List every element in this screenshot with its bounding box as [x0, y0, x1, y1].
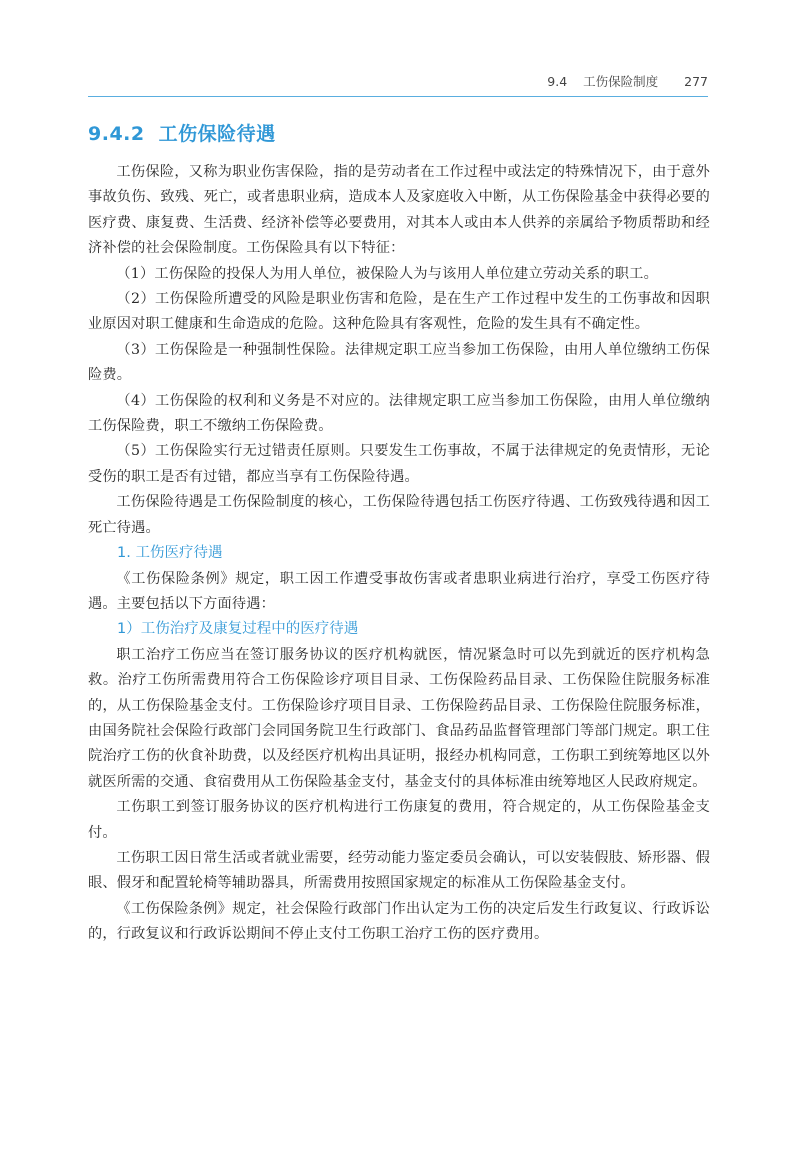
feature-2: （2）工伤保险所遭受的风险是职业伤害和危险，是在生产工作过程中发生的工伤事故和因职业原因对职工健康和生命造成的危险。这种危险具有客观性，危险的发生具有不确定性。 [88, 291, 710, 333]
section-title [88, 118, 710, 150]
running-header [88, 72, 708, 92]
body-paragraph-4: 《工伤保险条例》规定，社会保险行政部门作出认定为工伤的决定后发生行政复议、行政诉讼的，行政复议和行政诉讼期间不停止支付工伤职工治疗工伤的医疗费用。 [88, 900, 710, 943]
feature-3: （3）工伤保险是一种强制性保险。法律规定职工应当参加工伤保险，由用人单位缴纳工伤保险费。 [88, 341, 710, 384]
page-number: 277 [684, 74, 708, 89]
feature-4: （4）工伤保险的权利和义务是不对应的。法律规定职工应当参加工伤保险，由用人单位缴纳工伤保险费，职工不缴纳工伤保险费。 [88, 392, 710, 435]
subheading-medical-treatment: 1. 工伤医疗待遇 [117, 545, 223, 562]
body-paragraph-3: 工伤职工因日常生活或者就业需要，经劳动能力鉴定委员会确认，可以安装假肢、矫形器、假眼、假牙和配置轮椅等辅助器具，所需费用按照国家规定的标准从工伤保险基金支付。 [88, 849, 710, 892]
header-rule [88, 96, 708, 97]
sub1-intro-paragraph: 《工伤保险条例》规定，职工因工作遭受事故伤害或者患职业病进行治疗，享受工伤医疗待遇。主要包括以下方面待遇： [88, 570, 710, 612]
page-content [88, 118, 710, 948]
body-paragraph-2: 工伤职工到签订服务协议的医疗机构进行工伤康复的费用，符合规定的，从工伤保险基金支付。 [88, 799, 710, 841]
feature-5: （5）工伤保险实行无过错责任原则。只要发生工伤事故，不属于法律规定的免责情形，无论受伤的职工是否有过错，都应当享有工伤保险待遇。 [88, 443, 710, 485]
subheading-treatment-rehab: 1）工伤治疗及康复过程中的医疗待遇 [117, 621, 359, 638]
section-title-text: 工伤保险待遇 [158, 123, 276, 145]
header-section-ref: 9.4 [547, 74, 568, 89]
header-section-name: 工伤保险制度 [583, 74, 659, 89]
core-paragraph: 工伤保险待遇是工伤保险制度的核心，工伤保险待遇包括工伤医疗待遇、工伤致残待遇和因工死亡待遇。 [88, 494, 710, 536]
intro-paragraph: 工伤保险，又称为职业伤害保险，指的是劳动者在工作过程中或法定的特殊情况下，由于意外事故负伤、致残、死亡，或者患职业病，造成本人及家庭收入中断，从工伤保险基金中获得必要的医疗费、康复费、生活费、经济补偿等必要费用，对其本人或由本人供养的亲属给予物质帮助和经济补偿的社会保险制度。工伤保险具有以下特征： [88, 164, 710, 257]
body-paragraph-1: 职工治疗工伤应当在签订服务协议的医疗机构就医，情况紧急时可以先到就近的医疗机构急救。治疗工伤所需费用符合工伤保险诊疗项目目录、工伤保险药品目录、工伤保险住院服务标准的，从工伤保险基金支付。工伤保险诊疗项目目录、工伤保险药品目录、工伤保险住院服务标准，由国务院社会保险行政部门会同国务院卫生行政部门、食品药品监督管理部门等部门规定。职工住院治疗工伤的伙食补助费，以及经医疗机构出具证明，报经办机构同意，工伤职工到统筹地区以外就医所需的交通、食宿费用从工伤保险基金支付，基金支付的具体标准由统筹地区人民政府规定。 [88, 646, 710, 790]
feature-1: （1）工伤保险的投保人为用人单位，被保险人为与该用人单位建立劳动关系的职工。 [116, 265, 658, 282]
section-number: 9.4.2 [88, 123, 145, 145]
